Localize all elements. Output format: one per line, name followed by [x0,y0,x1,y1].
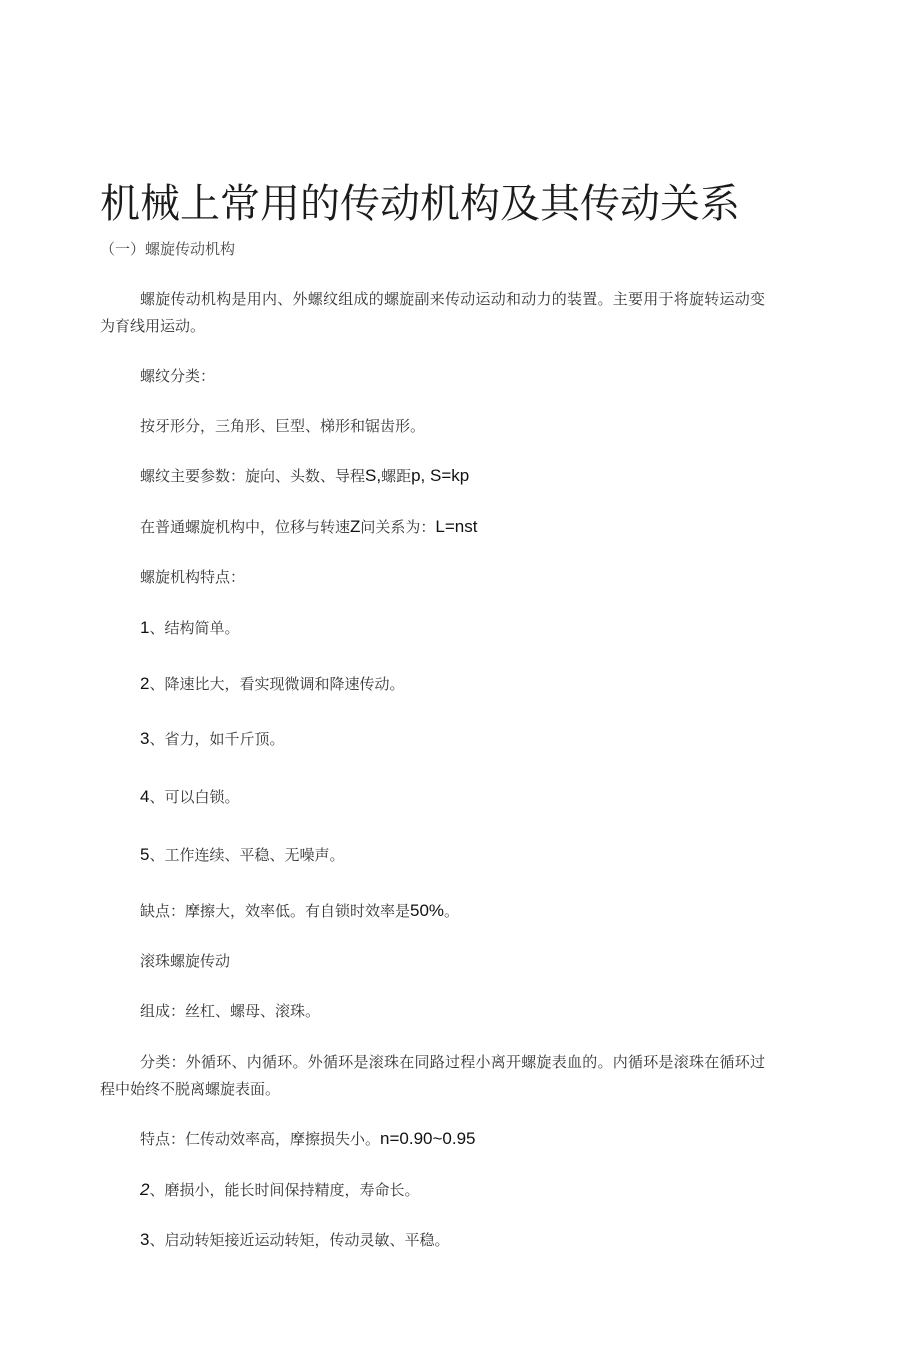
feature-number: 4 [140,787,150,806]
document-title: 机械上常用的传动机构及其传动关系 [100,181,740,227]
thread-params-prefix: 螺纹主要参数：旋向、头数、导程 [140,467,366,485]
feature-text: 、省力，如千斤顶。 [149,730,285,748]
feature-number: 2 [140,674,150,693]
drawback-suffix: 。 [444,902,460,920]
feature-item [140,786,239,808]
thread-class-label: 螺纹分类： [140,367,216,385]
ballscrew-feature-2 [140,1179,419,1201]
section-heading: （一）螺旋传动机构 [100,240,236,258]
bs-feature-3-number: 3 [140,1230,150,1249]
feature-item [140,728,284,750]
features-label: 螺旋机构特点： [140,568,246,586]
bs-feature-1-value: n=0.90~0.95 [380,1129,476,1148]
ordinary-formula: L=nst [435,517,478,536]
intro-paragraph: 螺旋传动机构是用内、外螺纹组成的螺旋副来传动运动和动力的装置。主要用于将旋转运动变为育线用运动。 [100,290,765,335]
feature-number: 1 [140,618,150,637]
thread-params-formula: p, S=kp [411,466,470,485]
bs-feature-2-number: 2 [140,1180,150,1199]
ordinary-prefix: 在普通螺旋机构中，位移与转速 [140,518,351,536]
ordinary-mid: 问关系为： [360,518,436,536]
feature-text: 、工作连续、平稳、无噪声。 [149,846,345,864]
ballscrew-feature-1 [140,1128,476,1150]
feature-item [140,844,344,866]
thread-params-line [140,465,469,487]
bs-feature-1-prefix: 特点：仁传动效率高，摩擦损失小。 [140,1130,381,1148]
composition-line: 组成：丝杠、螺母、滚珠。 [140,1002,321,1020]
drawback-value: 50% [410,901,445,920]
ordinary-screw-line [140,516,477,538]
bs-feature-2-text: 、磨损小，能长时间保持精度，寿命长。 [149,1181,420,1199]
thread-by-profile: 按牙形分，三角形、巨型、梯形和锯齿形。 [140,417,426,435]
feature-item [140,673,404,695]
ballscrew-feature-3 [140,1229,449,1251]
feature-text: 、降速比大，看实现微调和降速传动。 [149,675,405,693]
thread-params-mid: 螺距 [381,467,412,485]
feature-item [140,617,239,639]
thread-params-s: S, [365,466,382,485]
classification-paragraph: 分类：外循环、内循环。外循环是滚珠在同路过程小离开螺旋表血的。内循环是滚珠在循环过程中始终不脱离螺旋表面。 [100,1053,765,1098]
ballscrew-heading: 滚珠螺旋传动 [140,952,231,970]
ordinary-z: Z [350,517,361,536]
bs-feature-3-text: 、启动转矩接近运动转矩，传动灵敏、平稳。 [149,1231,450,1249]
feature-number: 3 [140,729,150,748]
feature-number: 5 [140,845,150,864]
drawback-line [140,900,459,922]
drawback-prefix: 缺点：摩擦大，效率低。有自锁时效率是 [140,902,411,920]
feature-text: 、结构简单。 [149,619,240,637]
feature-text: 、可以白锁。 [149,788,240,806]
